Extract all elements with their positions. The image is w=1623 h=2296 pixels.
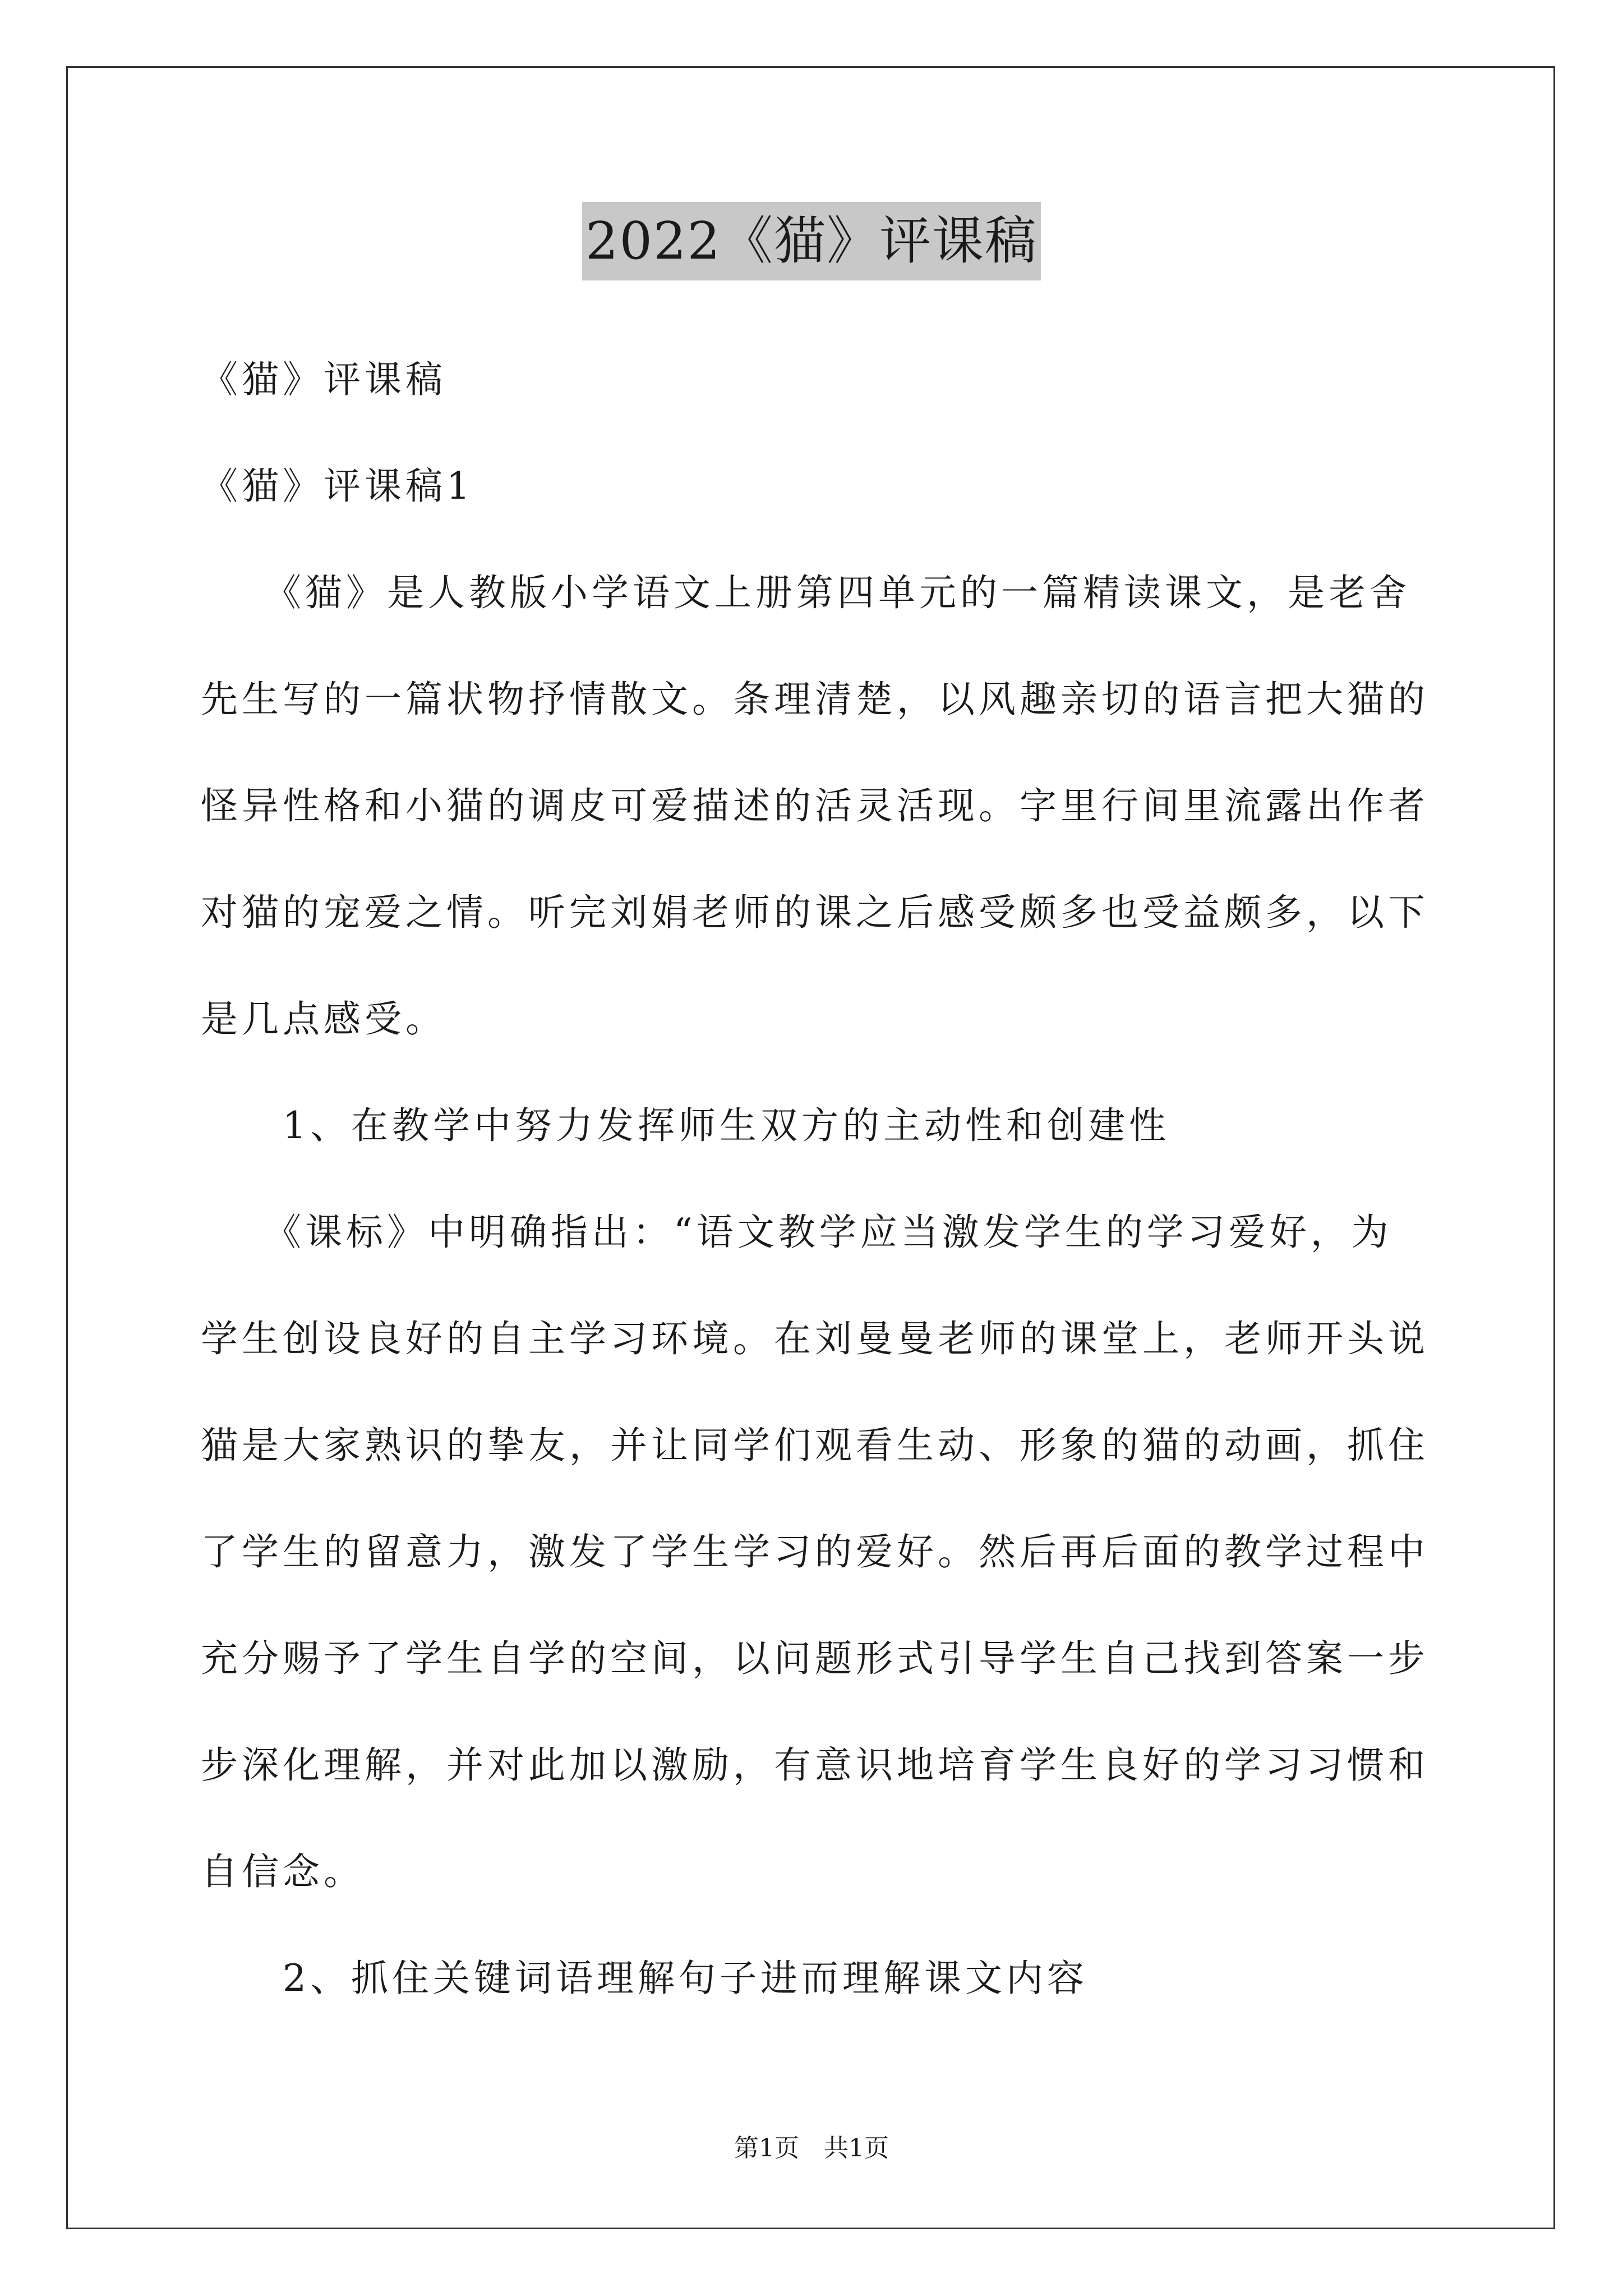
body-line: 步深化理解，并对此加以激励，有意识地培育学生良好的学习习惯和	[201, 1743, 1429, 1787]
body-line: 对猫的宠爱之情。听完刘娟老师的课之后感受颇多也受益颇多，以下	[201, 891, 1429, 934]
section-heading: 《猫》评课稿1	[201, 464, 474, 508]
body-line: 自信念。	[201, 1850, 365, 1893]
body-line: 怪异性格和小猫的调皮可爱描述的活灵活现。字里行间里流露出作者	[201, 784, 1429, 827]
body-line: 是几点感受。	[201, 997, 446, 1041]
body-line: 《课标》中明确指出：“语文教学应当激发学生的学习爱好，为	[201, 1211, 1393, 1254]
document-title: 2022《猫》评课稿	[582, 202, 1041, 280]
body-line: 学生创设良好的自主学习环境。在刘曼曼老师的课堂上，老师开头说	[201, 1317, 1429, 1360]
list-heading: 1、在教学中努力发挥师生双方的主动性和创建性	[201, 1104, 1170, 1147]
body-line: 了学生的留意力，激发了学生学习的爱好。然后再后面的教学过程中	[201, 1530, 1429, 1573]
title-area	[0, 202, 1623, 280]
list-heading: 2、抓住关键词语理解句子进而理解课文内容	[201, 1957, 1088, 2000]
body-line: 充分赐予了学生自学的空间，以问题形式引导学生自己找到答案一步	[201, 1637, 1429, 1680]
subtitle: 《猫》评课稿	[201, 358, 446, 401]
page-number: 第1页 共1页	[734, 2134, 889, 2162]
body-line: 猫是大家熟识的挚友，并让同学们观看生动、形象的猫的动画，抓住	[201, 1424, 1429, 1467]
body-line: 《猫》是人教版小学语文上册第四单元的一篇精读课文，是老舍	[201, 571, 1410, 614]
body-line: 先生写的一篇状物抒情散文。条理清楚，以风趣亲切的语言把大猫的	[201, 678, 1429, 721]
